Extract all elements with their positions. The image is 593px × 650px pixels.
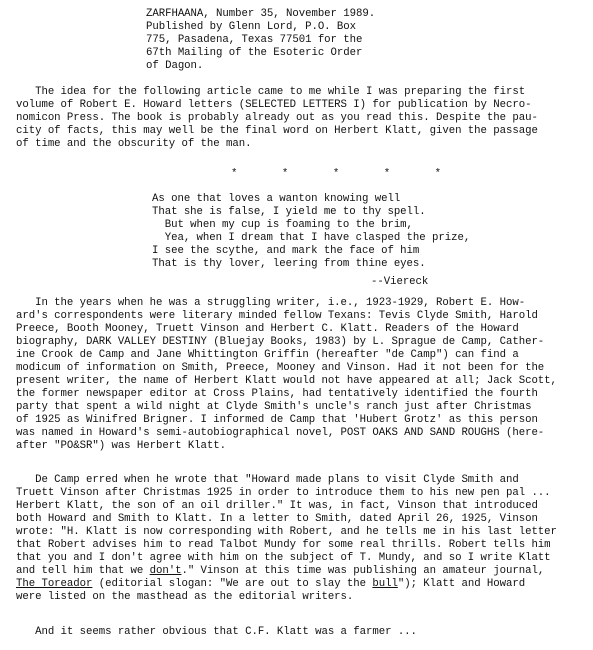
- header-line: ZARFHAANA, Number 35, November 1989.: [146, 8, 376, 20]
- closing-line: And it seems rather obvious that C.F. Klatt was a farmer ...: [16, 626, 417, 638]
- para1-line: biography, DARK VALLEY DESTINY (Bluejay Books, 1983) by L. Sprague de Camp, Cather-: [16, 336, 545, 348]
- para2-line: wrote: "H. Klatt is now corresponding with Robert, and he tells me in his last letter: [16, 526, 557, 538]
- para2-text: and tell him that we: [16, 565, 150, 577]
- para1-line: party that spent a wild night at Clyde Smith's uncle's ranch just after Christmas: [16, 401, 532, 413]
- para2-line: that you and I don't agree with him on the subject of T. Mundy, and so I write Klatt: [16, 552, 551, 564]
- para2-text: "); Klatt and Howard: [397, 578, 526, 590]
- underlined-word: don't: [149, 565, 182, 577]
- underlined-word: bull: [372, 578, 398, 590]
- para1-line: of 1925 as Winifred Brigner. I informed de Camp that 'Hubert Grotz' as this person: [16, 414, 538, 426]
- section-divider: * * * * *: [231, 168, 441, 180]
- intro-line: of time and the obscurity of the man.: [16, 138, 252, 150]
- intro-line: volume of Robert E. Howard letters (SELECTED LETTERS I) for publication by Necro-: [16, 99, 532, 111]
- header-line: Published by Glenn Lord, P.O. Box: [146, 21, 356, 33]
- para2-line: both Howard and Smith to Klatt. In a letter to Smith, dated April 26, 1925, Vinson: [16, 513, 538, 525]
- poem-line: That is thy lover, leering from thine eyes.: [152, 258, 426, 270]
- para1-line: ine Crook de Camp and Jane Whittington Griffin (hereafter "de Camp") can find a: [16, 349, 519, 361]
- header-line: of Dagon.: [146, 60, 204, 72]
- para1-line: after "PO&SR") was Herbert Klatt.: [16, 440, 226, 452]
- para1-line: the former newspaper editor at Cross Plains, had tentatively identified the fourth: [16, 388, 538, 400]
- poem-line: As one that loves a wanton knowing well: [152, 193, 401, 205]
- poem-line: That she is false, I yield me to thy spell.: [152, 206, 426, 218]
- para1-line: was named in Howard's semi-autobiographical novel, POST OAKS AND SAND ROUGHS (here-: [16, 427, 545, 439]
- intro-line: The idea for the following article came to me while I was preparing the first: [16, 86, 526, 98]
- para2-line: that Robert advises him to read Talbot Mundy for some real thrills. Robert tells him: [16, 539, 551, 551]
- header-line: 775, Pasadena, Texas 77501 for the: [146, 34, 363, 46]
- para2-text: (editorial slogan: "We are out to slay the: [92, 578, 373, 590]
- para2-line: Herbert Klatt, the son of an oil driller." It was, in fact, Vinson that introduced: [16, 500, 538, 512]
- para1-line: present writer, the name of Herbert Klatt would not have appeared at all; Jack Scott,: [16, 375, 557, 387]
- intro-line: nomicon Press. The book is probably already out as you read this. Despite the pau-: [16, 112, 538, 124]
- para2-text: ." Vinson at this time was publishing an amateur journal,: [181, 565, 545, 577]
- para1-line: ard's correspondents were literary minded fellow Texans: Tevis Clyde Smith, Harold: [16, 310, 538, 322]
- para1-line: In the years when he was a struggling writer, i.e., 1923-1929, Robert E. How-: [16, 297, 526, 309]
- poem-line: I see the scythe, and mark the face of him: [152, 245, 420, 257]
- header-line: 67th Mailing of the Esoteric Order: [146, 47, 363, 59]
- intro-line: city of facts, this may well be the final word on Herbert Klatt, given the passage: [16, 125, 538, 137]
- para2-line: De Camp erred when he wrote that "Howard made plans to visit Clyde Smith and: [16, 474, 519, 486]
- para1-line: Preece, Booth Mooney, Truett Vinson and Herbert C. Klatt. Readers of the Howard: [16, 323, 519, 335]
- para2-line: [16, 565, 544, 578]
- para2-line: were listed on the masthead as the editorial writers.: [16, 591, 354, 603]
- para1-line: modicum of information on Smith, Preece, Mooney and Vinson. Had it not been for the: [16, 362, 545, 374]
- journal-title: The Toreador: [16, 578, 93, 590]
- para2-line: Truett Vinson after Christmas 1925 in order to introduce them to his new pen pal ...: [16, 487, 551, 499]
- poem-line: Yea, when I dream that I have clasped the prize,: [152, 232, 471, 244]
- poem-attribution: --Viereck: [371, 276, 429, 288]
- poem-line: But when my cup is foaming to the brim,: [152, 219, 413, 231]
- para2-line: [16, 578, 525, 591]
